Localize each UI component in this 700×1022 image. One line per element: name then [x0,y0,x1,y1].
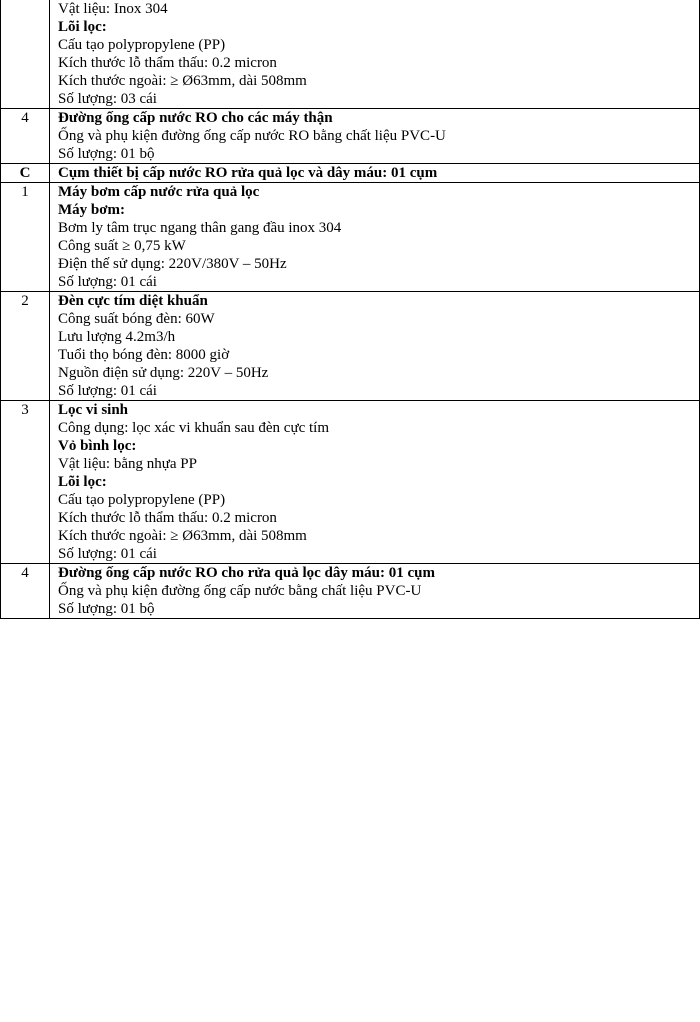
row-number: 4 [1,109,50,164]
spec-table-body [1,0,700,619]
item-heading: Đèn cực tím diệt khuẩn [58,293,208,309]
row-description [50,564,700,619]
item-heading: Máy bơm cấp nước rửa quả lọc [58,184,260,200]
item-detail-line: Ống và phụ kiện đường ống cấp nước RO bằng chất liệu PVC-U [58,128,446,144]
item-heading: Máy bơm: [58,202,126,218]
item-heading: Lõi lọc: [58,474,107,490]
item-detail-line: Công dụng: lọc xác vi khuẩn sau đèn cực tím [58,420,329,436]
row-number: 2 [1,292,50,401]
item-heading: Lõi lọc: [58,19,107,35]
item-detail-line: Số lượng: 01 bộ [58,601,155,617]
table-row [1,401,700,564]
row-number [1,0,50,109]
item-heading: Đường ống cấp nước RO cho các máy thận [58,110,333,126]
row-number: C [1,164,50,183]
item-detail-line: Kích thước ngoài: ≥ Ø63mm, dài 508mm [58,73,307,89]
item-detail-line: Vật liệu: bằng nhựa PP [58,456,197,472]
table-row [1,0,700,109]
item-heading: Đường ống cấp nước RO cho rửa quả lọc dây máu: 01 cụm [58,565,435,581]
row-description [50,164,700,183]
item-heading: Cụm thiết bị cấp nước RO rửa quả lọc và dây máu: 01 cụm [58,165,438,181]
row-description [50,401,700,564]
row-number: 4 [1,564,50,619]
item-detail-line: Kích thước lỗ thẩm thấu: 0.2 micron [58,510,277,526]
row-description [50,0,700,109]
item-detail-line: Kích thước ngoài: ≥ Ø63mm, dài 508mm [58,528,307,544]
table-row [1,183,700,292]
item-detail-line: Ống và phụ kiện đường ống cấp nước bằng chất liệu PVC-U [58,583,422,599]
item-detail-line: Số lượng: 01 bộ [58,146,155,162]
item-heading: Vỏ bình lọc: [58,438,137,454]
row-description [50,183,700,292]
table-row [1,564,700,619]
item-detail-line: Số lượng: 01 cái [58,383,157,399]
item-detail-line: Nguồn điện sử dụng: 220V – 50Hz [58,365,269,381]
item-detail-line: Cấu tạo polypropylene (PP) [58,492,226,508]
item-detail-line: Số lượng: 01 cái [58,274,157,290]
row-description [50,109,700,164]
row-number: 1 [1,183,50,292]
item-detail-line: Lưu lượng 4.2m3/h [58,329,176,345]
table-row [1,109,700,164]
item-detail-line: Số lượng: 03 cái [58,91,157,107]
item-detail-line: Kích thước lỗ thẩm thấu: 0.2 micron [58,55,277,71]
item-detail-line: Bơm ly tâm trục ngang thân gang đầu inox 304 [58,220,342,236]
row-number: 3 [1,401,50,564]
table-row [1,164,700,183]
item-detail-line: Cấu tạo polypropylene (PP) [58,37,226,53]
item-detail-line: Điện thế sử dụng: 220V/380V – 50Hz [58,256,287,272]
item-detail-line: Vật liệu: Inox 304 [58,1,168,17]
item-detail-line: Công suất ≥ 0,75 kW [58,238,186,254]
row-description [50,292,700,401]
item-detail-line: Công suất bóng đèn: 60W [58,311,215,327]
item-detail-line: Số lượng: 01 cái [58,546,157,562]
item-detail-line: Tuổi thọ bóng đèn: 8000 giờ [58,347,230,363]
item-heading: Lọc vi sinh [58,402,129,418]
table-row [1,292,700,401]
